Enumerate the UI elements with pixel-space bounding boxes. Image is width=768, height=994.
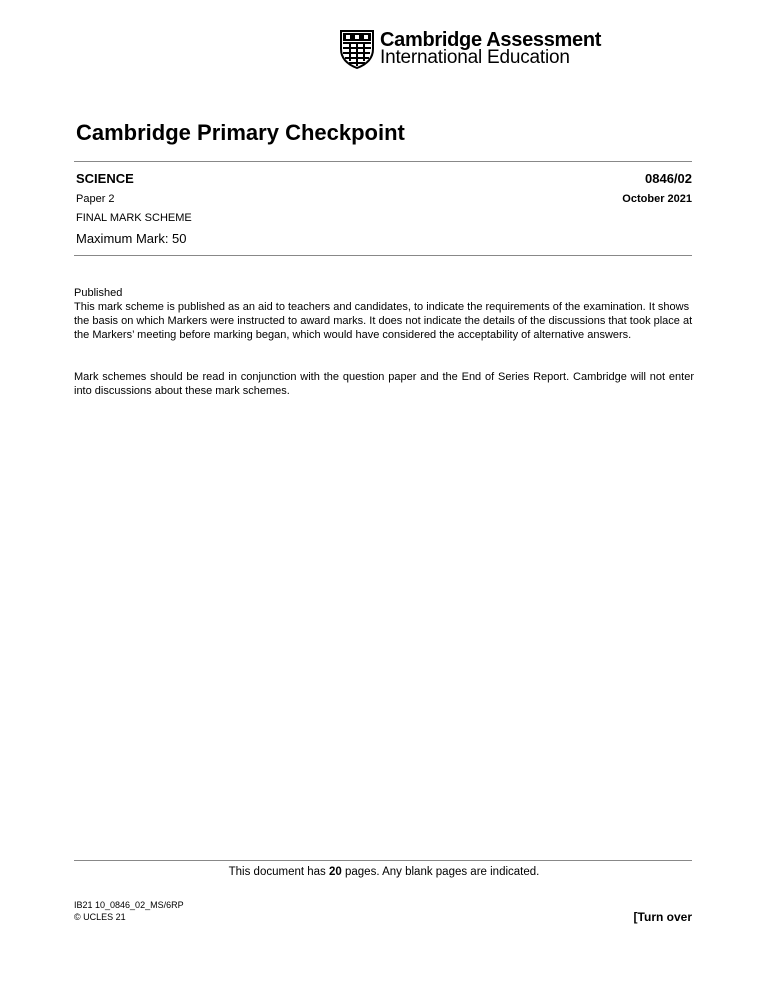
document-reference xyxy=(74,899,184,923)
subject: SCIENCE xyxy=(76,171,134,186)
turn-over-label: [Turn over xyxy=(633,910,692,924)
mark-scheme-note: Mark schemes should be read in conjunction with the question paper and the End of Series Report. Cambridge will not enter into discussions about these mark schemes. xyxy=(74,371,694,397)
cambridge-logo xyxy=(339,29,602,69)
divider-top xyxy=(74,161,692,162)
page-count-note xyxy=(0,866,768,878)
exam-date: October 2021 xyxy=(622,193,692,205)
page-count-suffix: pages. Any blank pages are indicated. xyxy=(341,866,540,878)
published-heading: Published xyxy=(74,287,123,299)
scheme-label: FINAL MARK SCHEME xyxy=(76,212,192,224)
copyright: © UCLES 21 xyxy=(74,912,126,922)
syllabus-code: 0846/02 xyxy=(645,171,692,186)
divider-middle xyxy=(74,255,692,256)
page-count-prefix: This document has xyxy=(228,866,329,878)
cambridge-crest-icon xyxy=(339,29,375,69)
published-paragraph: This mark scheme is published as an aid to teachers and candidates, to indicate the requirements of the examination. It shows the basis on which Markers were instructed to award marks. It does not indicate the details of the discussions that took place at the Markers’ meeting before marking began, which would have considered the acceptability of alternative answers. xyxy=(74,301,693,341)
divider-footer xyxy=(74,860,692,861)
logo-line1: Cambridge Assessment xyxy=(380,29,602,51)
logo-line2: International Education xyxy=(380,47,570,68)
paper-number: Paper 2 xyxy=(76,193,115,205)
page-title: Cambridge Primary Checkpoint xyxy=(76,120,405,145)
maximum-mark: Maximum Mark: 50 xyxy=(76,231,187,246)
published-section xyxy=(74,286,694,342)
page-count: 20 xyxy=(329,866,342,878)
reference-code: IB21 10_0846_02_MS/6RP xyxy=(74,900,184,910)
